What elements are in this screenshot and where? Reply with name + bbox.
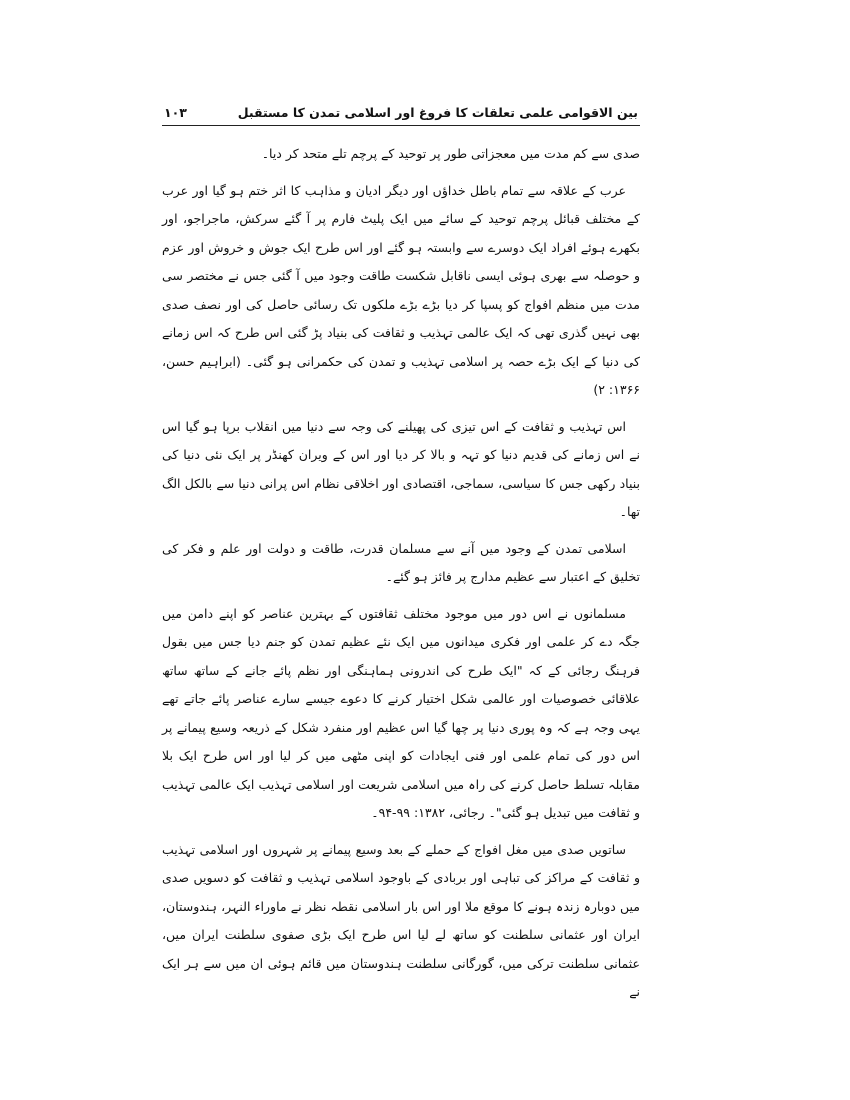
paragraph: اسلامی تمدن کے وجود میں آنے سے مسلمان قدرت، طاقت و دولت اور علم و فکر کی تخلیق کے اعتبار سے عظیم مدارج پر فائز ہو گئے۔ [162,540,640,584]
paragraph: عرب کے علاقہ سے تمام باطل خداؤں اور دیگر ادیان و مذاہب کا اثر ختم ہو گیا اور عرب کے مختلف قبائل پرچم توحید کے سائے میں ایک پلیٹ فارم پر آ گئے سرکش، ماجراجو، اور بکھرے ہوئے افراد ایک دوسرے سے وابستہ ہو گئے اور اس طرح ایک جوش و خروش اور عزم و حوصلہ سے بھری ہوئی ایسی ناقابل شکست طاقت وجود میں آ گئی جس نے مختصر سی مدت میں منظم افواج کو پسپا کر دیا بڑے بڑے ملکوں تک رسائی حاصل کی اور نصف صدی بھی نہیں گذری تھی کہ ایک عالمی تہذیب و ثقافت کی بنیاد پڑ گئی اس طرح کہ اس زمانے کی دنیا کے ایک بڑے حصہ پر اسلامی تہذیب و تمدن کی حکمرانی ہو گئی۔ (ابراہیم حسن، ۱۳۶۶: ۲) [162,182,640,397]
paragraph: ساتویں صدی میں مغل افواج کے حملے کے بعد وسیع پیمانے پر شہروں اور اسلامی تہذیب و ثقافت کے مراکز کی تباہی اور بربادی کے باوجود اسلامی تہذیب و ثقافت کو دسویں صدی میں دوبارہ زندہ ہونے کا موقع ملا اور اس بار اسلامی نقطہ نظر نے ماوراء النہر، ہندوستان، ایران اور عثمانی سلطنت کو ساتھ لے لیا اس طرح ایک بڑی صفوی سلطنت ایران میں، عثمانی سلطنت ترکی میں، گورگانی سلطنت ہندوستان میں قائم ہوئی ان میں سے ہر ایک نے [162,841,640,999]
running-header [162,92,640,120]
paragraph: مسلمانوں نے اس دور میں موجود مختلف ثقافتوں کے بہترین عناصر کو اپنے دامن میں جگہ دے کر علمی اور فکری میدانوں میں ایک نئے عظیم تمدن کو جنم دیا جس میں بقول فرہنگ رجائی کے کہ "ایک طرح کی اندرونی ہماہنگی اور نظم پائے جانے کے ساتھ ساتھ علاقائی خصوصیات اور عالمی شکل اختیار کرنے کا دعوے جیسے سارے عناصر پائے جاتے تھے یہی وجہ ہے کہ وہ پوری دنیا پر چھا گیا اس عظیم اور منفرد شکل کے ذریعہ وسیع پیمانے پر اس دور کی تمام علمی اور فنی ایجادات کو اپنی مٹھی میں کر لیا اور اس طرح ایک بلا مقابلہ تسلط حاصل کرنے کی راہ میں اسلامی شریعت اور اسلامی تہذیب ایک عالمی تہذیب و ثقافت میں تبدیل ہو گئی"۔ رجائی، ۱۳۸۲: ۹۹-۹۴۔ [162,605,640,820]
running-title: بین الاقوامی علمی تعلقات کا فروغ اور اسلامی تمدن کا مستقبل [237,105,638,120]
body-text [162,140,640,1015]
paragraph: اس تہذیب و ثقافت کے اس تیزی کی پھیلنے کی وجہ سے دنیا میں انقلاب برپا ہو گیا اس نے اس زمانے کی قدیم دنیا کو تہہ و بالا کر دیا اور اس کے ویران کھنڈر پر ایک نئی دنیا کی بنیاد رکھی جس کا سیاسی، سماجی، اقتصادی اور اخلاقی نظام اس پرانی دنیا سے بالکل الگ تھا۔ [162,418,640,519]
header-divider [162,125,640,126]
page-number: ۱۰۳ [164,105,187,120]
paragraph: صدی سے کم مدت میں معجزاتی طور پر توحید کے پرچم تلے متحد کر دیا۔ [261,146,640,161]
